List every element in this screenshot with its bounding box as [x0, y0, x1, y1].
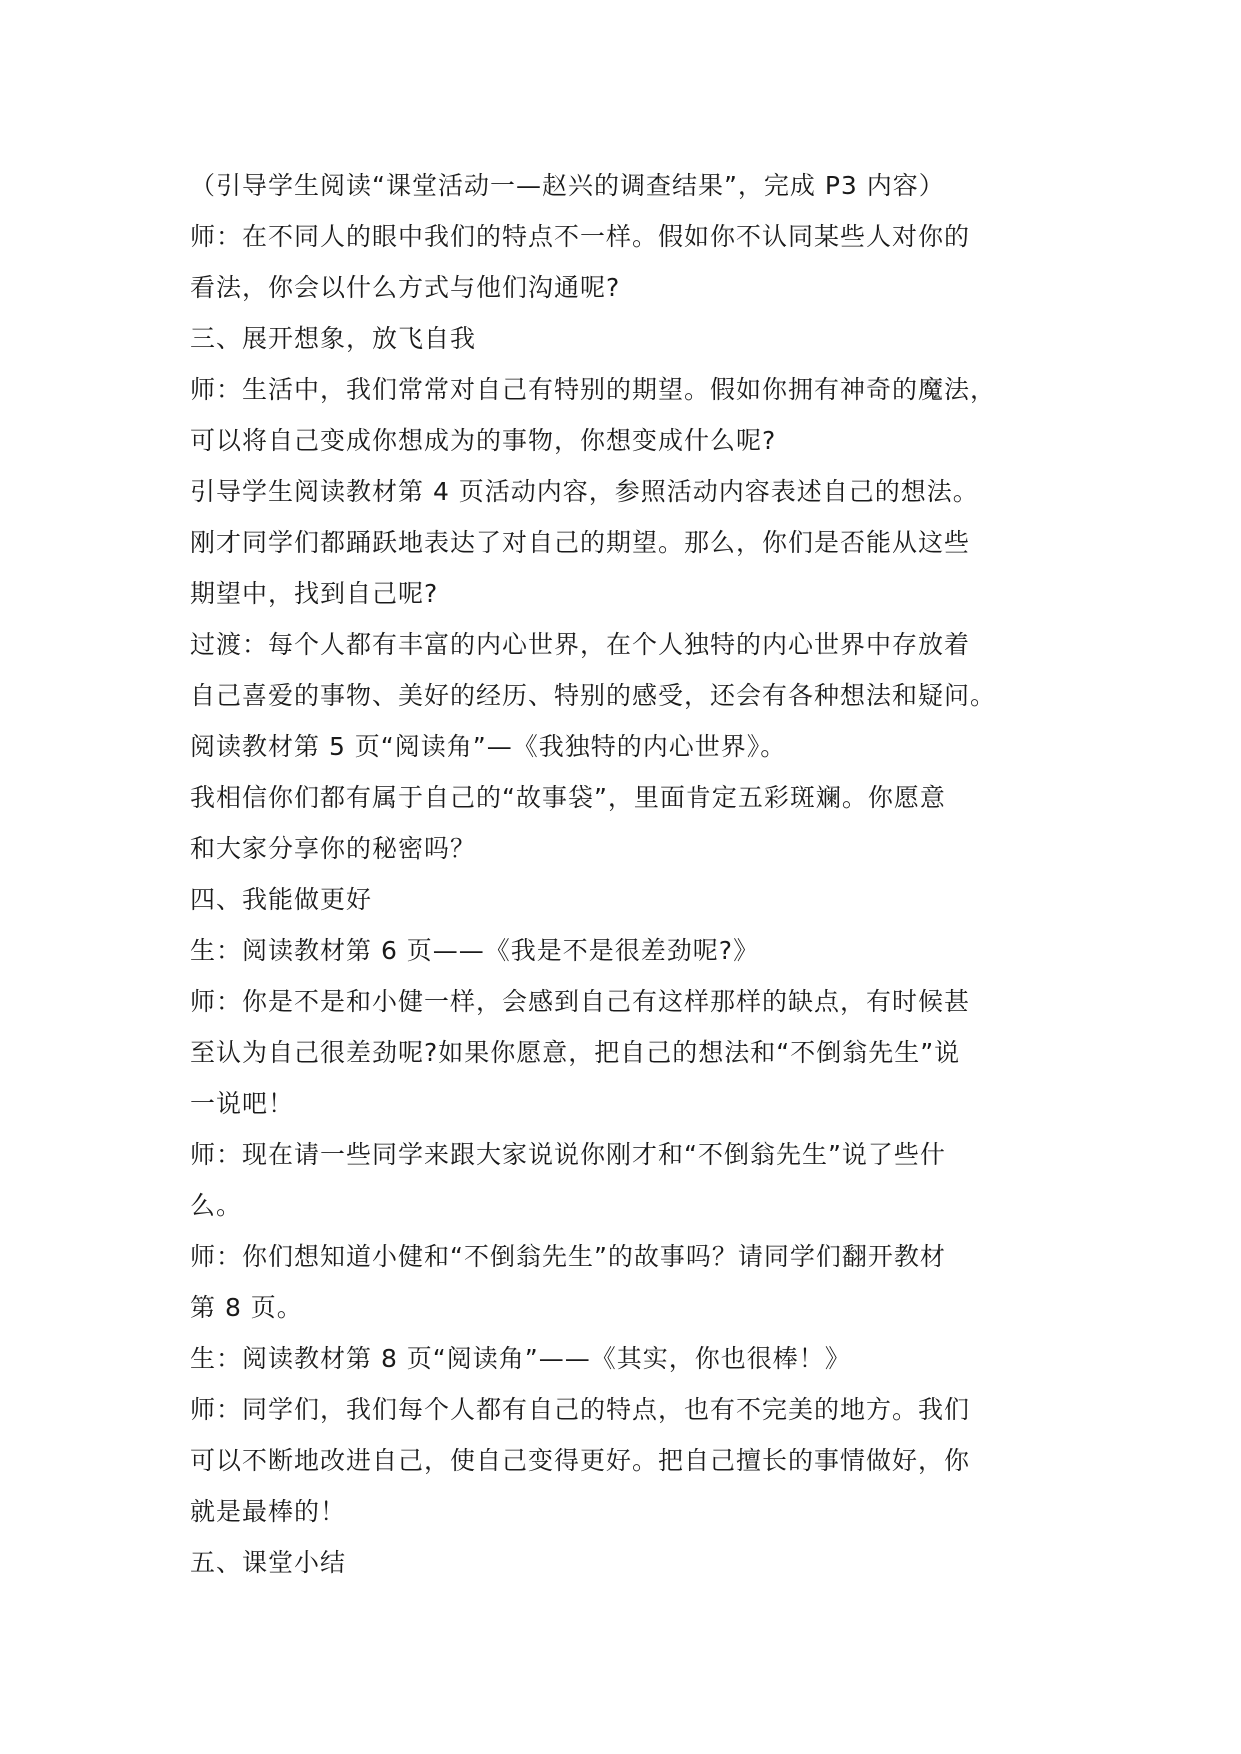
document-body: [190, 160, 1070, 1588]
text-line: 师：你是不是和小健一样，会感到自己有这样那样的缺点，有时候甚: [190, 987, 971, 1016]
text-line: 师：你们想知道小健和“不倒翁先生”的故事吗？请同学们翻开教材: [190, 1242, 946, 1271]
text-line: 自己喜爱的事物、美好的经历、特别的感受，还会有各种想法和疑问。: [190, 681, 997, 710]
text-line: （引导学生阅读“课堂活动一—赵兴的调查结果”，完成 P3 内容）: [190, 171, 945, 200]
paragraph-student-page8: [190, 1333, 1070, 1384]
text-line: 看法，你会以什么方式与他们沟通呢?: [190, 273, 621, 302]
paragraph-transition: [190, 619, 1070, 772]
text-line: 刚才同学们都踊跃地表达了对自己的期望。那么，你们是否能从这些: [190, 528, 971, 557]
text-line: 生：阅读教材第 8 页“阅读角”——《其实，你也很棒！》: [190, 1344, 851, 1373]
paragraph-teacher-magic: [190, 364, 1070, 466]
text-line: 我相信你们都有属于自己的“故事袋”，里面肯定五彩斑斓。你愿意: [190, 783, 946, 812]
paragraph-student-page6: [190, 925, 1070, 976]
text-line: 过渡：每个人都有丰富的内心世界，在个人独特的内心世界中存放着: [190, 630, 971, 659]
paragraph-guide-survey: [190, 160, 1070, 211]
section-heading: 四、我能做更好: [190, 885, 373, 914]
section-heading: 三、展开想象，放飞自我: [190, 324, 477, 353]
text-line: 师：在不同人的眼中我们的特点不一样。假如你不认同某些人对你的: [190, 222, 971, 251]
text-line: 引导学生阅读教材第 4 页活动内容，参照活动内容表述自己的想法。: [190, 477, 979, 506]
text-line: 期望中，找到自己呢?: [190, 579, 439, 608]
text-line: 师：同学们，我们每个人都有自己的特点，也有不完美的地方。我们: [190, 1395, 971, 1424]
text-line: 生：阅读教材第 6 页——《我是不是很差劲呢?》: [190, 936, 760, 965]
text-line: 和大家分享你的秘密吗？: [190, 834, 477, 863]
paragraph-teacher-communication: [190, 211, 1070, 313]
paragraph-teacher-best: [190, 1384, 1070, 1537]
text-line: 师：现在请一些同学来跟大家说说你刚才和“不倒翁先生”说了些什: [190, 1140, 946, 1169]
section-heading-3: [190, 313, 1070, 364]
paragraph-guide-page4: [190, 466, 1070, 517]
section-heading-5: [190, 1537, 1070, 1588]
paragraph-teacher-shortcomings: [190, 976, 1070, 1129]
text-line: 第 8 页。: [190, 1293, 303, 1322]
paragraph-expectations: [190, 517, 1070, 619]
paragraph-teacher-story: [190, 1231, 1070, 1333]
text-line: 阅读教材第 5 页“阅读角”—《我独特的内心世界》。: [190, 732, 787, 761]
text-line: 一说吧！: [190, 1089, 295, 1118]
text-line: 师：生活中，我们常常对自己有特别的期望。假如你拥有神奇的魔法，: [190, 375, 997, 404]
paragraph-story-bag: [190, 772, 1070, 874]
text-line: 至认为自己很差劲呢?如果你愿意，把自己的想法和“不倒翁先生”说: [190, 1038, 961, 1067]
section-heading: 五、课堂小结: [190, 1548, 347, 1577]
text-line: 么。: [190, 1191, 243, 1220]
text-line: 就是最棒的！: [190, 1497, 347, 1526]
paragraph-teacher-share: [190, 1129, 1070, 1231]
text-line: 可以将自己变成你想成为的事物，你想变成什么呢?: [190, 426, 777, 455]
text-line: 可以不断地改进自己，使自己变得更好。把自己擅长的事情做好，你: [190, 1446, 971, 1475]
section-heading-4: [190, 874, 1070, 925]
